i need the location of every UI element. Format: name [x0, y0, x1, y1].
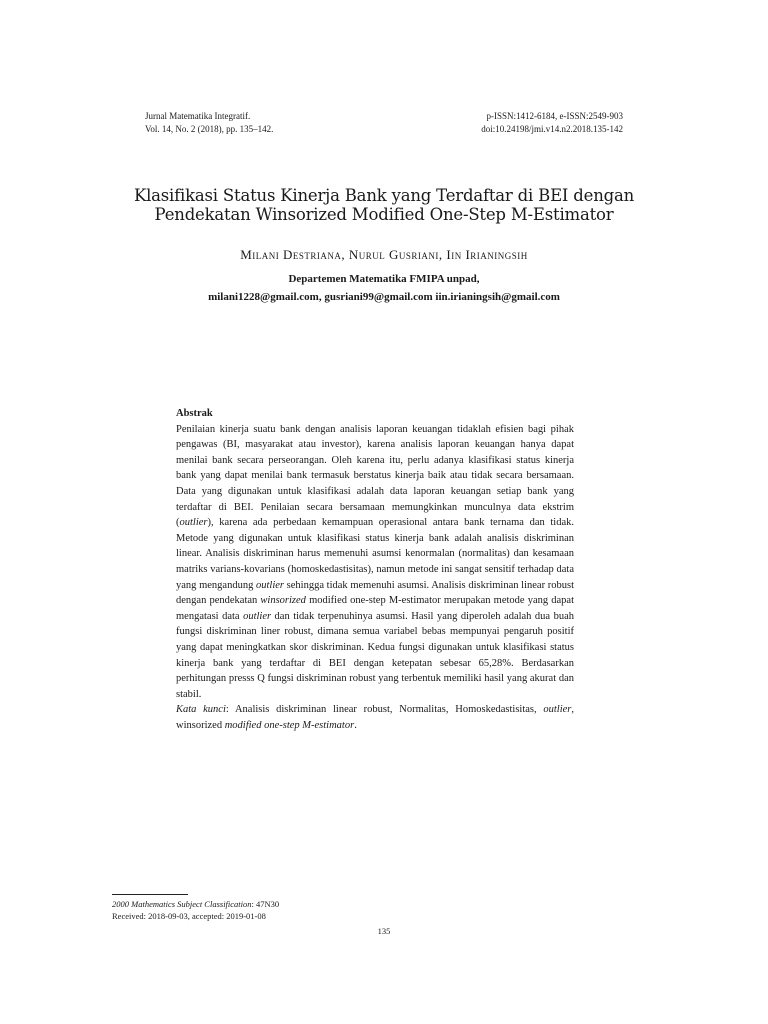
page-number: 135: [377, 926, 391, 936]
abstract-text: dan tidak terpenuhinya asumsi. Hasil yang diperoleh adalah dua buah fungsi diskriminan liner robust, dimana semua variabel bebas mempunyai pengaruh positif yang dapat meningkatkan skor diskriminan. Kedua fungsi digunakan untuk klasifikasi status kinerja bank yang terdaftar di BEI dengan ketepatan sebesar 65,28%. Berdasarkan perhitungan presss Q fungsi diskriminan robust yang terbentuk memiliki hasil yang akurat dan stabil.: [176, 610, 574, 700]
title-line-2: Pendekatan Winsorized Modified One-Step M-Estimator: [154, 205, 614, 224]
keywords-label: Kata kunci: [176, 704, 226, 716]
abstract-term-outlier: outlier: [179, 517, 208, 529]
msc-label: 2000 Mathematics Subject Classification: [112, 899, 252, 909]
footnote: [112, 898, 279, 922]
author-list: Milani Destriana, Nurul Gusriani, Iin Irianingsih: [240, 247, 528, 262]
abstract-text: Penilaian kinerja suatu bank dengan analisis laporan keuangan tidaklah efisien bagi pihak pengawas (BI, masyarakat atau investor), karena analisis laporan keuangan hanya dapat menilai bank secara perseorangan. Oleh karena itu, perlu adanya klasifikasi status kinerja bank yang dapat menilai bank termasuk berstatus kinerja baik atau tidak secara bersamaan. Data yang digunakan untuk klasifikasi adalah data laporan keuangan setiap bank yang terdaftar di BEI. Penilaian secara bersamaan memungkinkan munculnya data ekstrim (: [176, 423, 574, 529]
keyword-outlier: outlier: [543, 704, 572, 716]
abstract-section: [176, 406, 574, 733]
abstract-text: modified one-step M-estimator merupakan metode yang dapat mengatasi data: [176, 595, 574, 622]
journal-header-left: [145, 110, 273, 136]
affiliation-block: [100, 270, 668, 306]
msc-line: [112, 898, 279, 910]
journal-volume: Vol. 14, No. 2 (2018), pp. 135–142.: [145, 124, 274, 134]
abstract-text: ), karena ada perbedaan kemampuan operasional antara bank ternama dan tidak. Metode yang digunakan untuk klasifikasi status kinerja bank adalah analisis diskriminan linear. Analisis diskriminan harus memenuhi asumsi kenormalan (normalitas) dan kesamaan matriks varians-kovarians (homoskedastisitas), namun metode ini sangat sensitif terhadap data yang mengandung: [176, 517, 574, 591]
received-dates: Received: 2018-09-03, accepted: 2019-01-08: [112, 911, 266, 921]
paper-title: [100, 186, 668, 224]
msc-value: : 47N30: [251, 899, 280, 909]
keywords-text: : Analisis diskriminan linear robust, Normalitas, Homoskedastisitas,: [225, 704, 544, 716]
abstract-heading: Abstrak: [176, 408, 213, 419]
abstract-term-winsorized: winsorized: [260, 595, 306, 607]
abstract-term-outlier: outlier: [243, 610, 272, 622]
department: Departemen Matematika FMIPA unpad,: [288, 273, 480, 285]
keywords: [176, 702, 574, 733]
journal-issn: p-ISSN:1412-6184, e-ISSN:2549-903: [486, 111, 623, 121]
footnote-rule: [112, 894, 188, 895]
abstract-text: sehingga tidak memenuhi asumsi. Analisis diskriminan linear robust dengan pendekatan: [176, 579, 574, 607]
author-emails: milani1228@gmail.com, gusriani99@gmail.com iin.irianingsih@gmail.com: [208, 291, 560, 303]
journal-doi: doi:10.24198/jmi.v14.n2.2018.135-142: [481, 124, 623, 134]
journal-header-right: [452, 110, 623, 136]
abstract-body: [176, 422, 574, 703]
title-line-1: Klasifikasi Status Kinerja Bank yang Terdaftar di BEI dengan: [133, 186, 635, 205]
journal-name: Jurnal Matematika Integratif.: [145, 111, 251, 121]
abstract-term-outlier: outlier: [256, 579, 284, 591]
keywords-text: .: [354, 719, 357, 731]
keyword-estimator: modified one-step M-estimator: [224, 719, 355, 731]
keywords-text: , winsorized: [176, 704, 574, 731]
